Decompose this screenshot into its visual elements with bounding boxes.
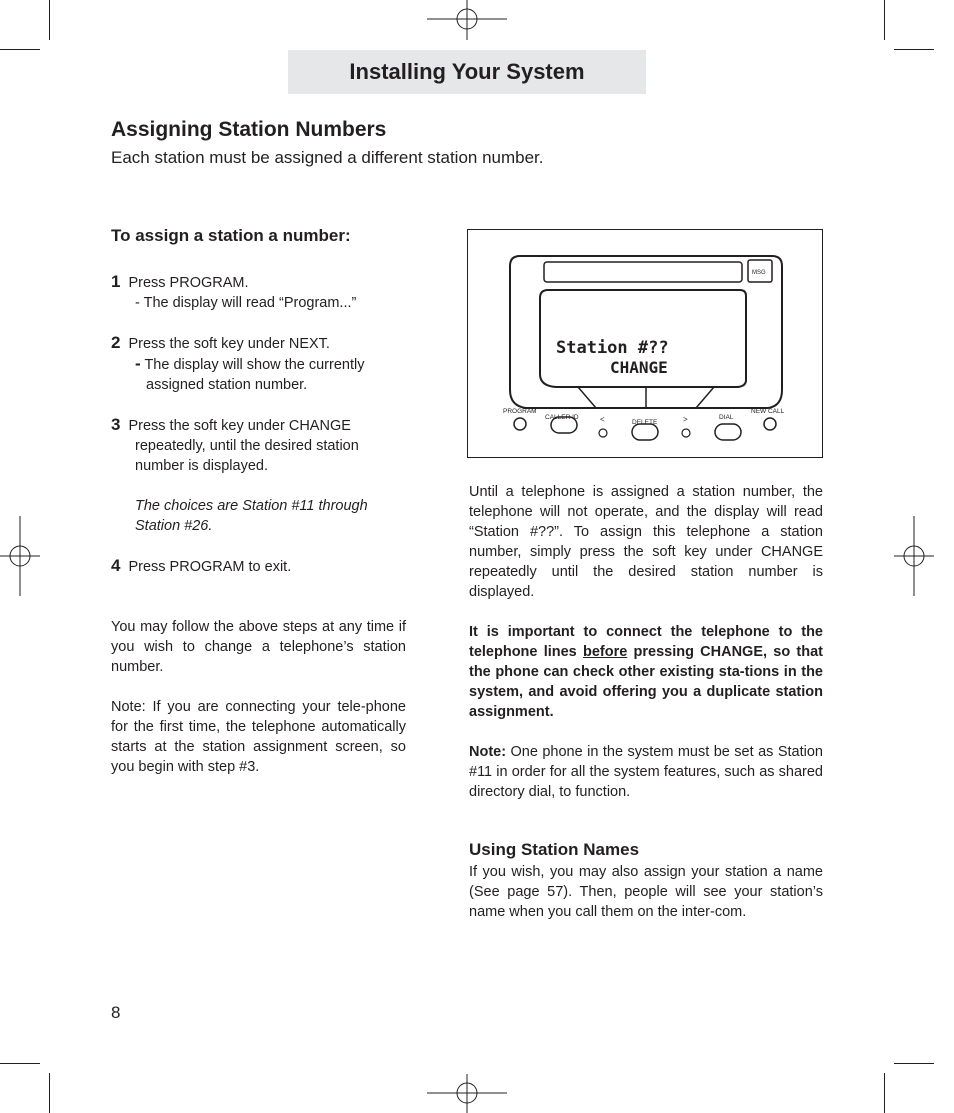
right-arrow-button-label: > (683, 415, 688, 424)
registration-mark-icon (427, 1074, 507, 1113)
registration-mark-icon (0, 516, 40, 596)
step-2 (111, 333, 406, 395)
paragraph: Note: If you are connecting your tele-phone for the first time, the telephone automatically starts at the station assignment screen, so you begin with step #3. (111, 699, 406, 775)
new-call-button-label: NEW CALL (751, 408, 785, 415)
step-number: 1 (111, 272, 121, 291)
msg-label: MSG (752, 270, 766, 276)
step-number: 4 (111, 556, 121, 575)
step-detail: - The display will read “Program...” (135, 295, 357, 311)
warning-paragraph: It is important to connect the telephone to the telephone lines before pressing CHANGE, so that the phone can check other existing sta-tions in the system, and avoid offering you a duplicate station assignment. (469, 624, 823, 720)
step-note: The choices are Station #11 through (135, 498, 368, 514)
step-number: 2 (111, 333, 121, 352)
phone-display-figure (467, 229, 823, 458)
section-subtitle: Each station must be assigned a different station number. (111, 148, 544, 167)
procedure-column (111, 226, 406, 777)
info-column (469, 482, 823, 922)
station-names-heading: Using Station Names (469, 840, 640, 859)
crop-mark (884, 1073, 885, 1113)
page-number: 8 (111, 1003, 121, 1022)
delete-button-label: DELETE (632, 419, 658, 426)
crop-mark (0, 49, 40, 50)
step-text: Press PROGRAM to exit. (128, 559, 292, 575)
lcd-line-1: Station #?? (556, 338, 669, 358)
step-1 (111, 272, 406, 313)
crop-mark (894, 49, 934, 50)
chapter-header (288, 50, 646, 94)
dash-bullet: - (135, 354, 141, 373)
section-title: Assigning Station Numbers (111, 118, 387, 141)
step-4 (111, 556, 406, 577)
lcd-line-2: CHANGE (610, 358, 668, 377)
step-3: 3 Press the soft key under CHANGE repeatedly, until the desired station number is displayed. The choices are Station #11 through Station #26. (111, 415, 406, 536)
step-text: Press PROGRAM. (128, 275, 249, 291)
crop-mark (0, 1063, 40, 1064)
step-note: Station #26. (135, 518, 213, 534)
paragraph: If you wish, you may also assign your station a name (See page 57). Then, people will see your station’s name when you call them on the inter-com. (469, 864, 823, 920)
procedure-heading: To assign a station a number: (111, 226, 351, 245)
crop-mark (884, 0, 885, 40)
note-label: Note: (469, 744, 507, 760)
paragraph: Until a telephone is assigned a station number, the telephone will not operate, and the display will read “Station #??”. To assign this telephone a station number, simply press the soft key under CHANGE repeatedly until the desired station number is displayed. (469, 484, 823, 600)
caller-id-button-label: CALLER ID (545, 414, 579, 421)
crop-mark (49, 0, 50, 40)
note-paragraph: Note: One phone in the system must be set as Station #11 in order for all the system features, such as shared directory dial, to function. (469, 744, 823, 800)
dial-button-label: DIAL (719, 414, 734, 421)
program-button-label: PROGRAM (503, 408, 537, 415)
paragraph: You may follow the above steps at any time if you wish to change a telephone’s station number. (111, 619, 406, 675)
step-detail: assigned station number. (146, 377, 308, 393)
registration-mark-icon (427, 0, 507, 40)
step-text: Press the soft key under NEXT. (128, 336, 330, 352)
crop-mark (49, 1073, 50, 1113)
left-arrow-button-label: < (600, 415, 605, 424)
emphasis-before: before (582, 644, 628, 660)
chapter-title: Installing Your System (349, 59, 585, 84)
step-detail: - The display will show the currently (135, 354, 365, 373)
crop-mark (894, 1063, 934, 1064)
step-number: 3 (111, 415, 121, 434)
registration-mark-icon (894, 516, 934, 596)
